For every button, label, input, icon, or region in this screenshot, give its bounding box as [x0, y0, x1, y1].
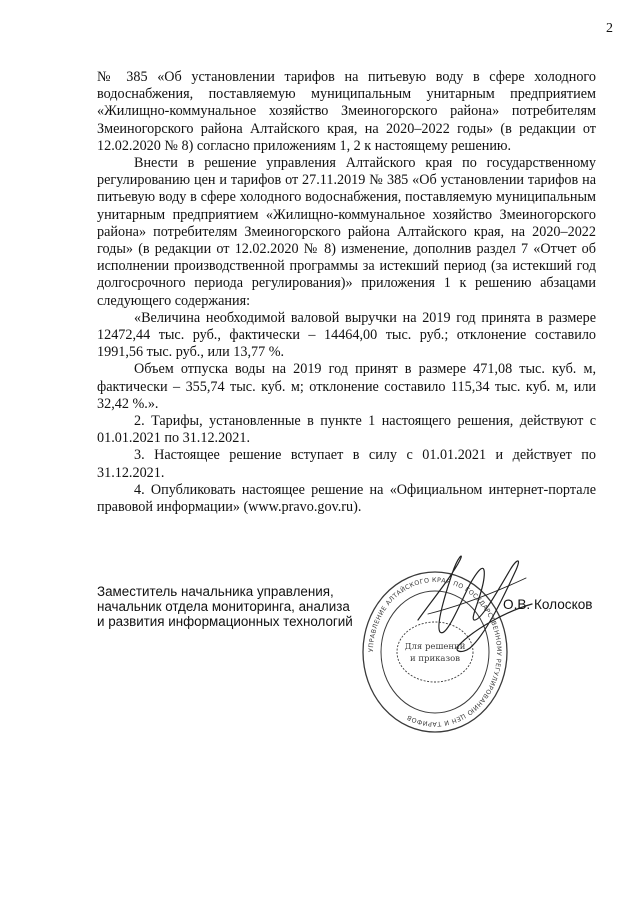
- signatory-name: О.В. Колосков: [503, 597, 593, 612]
- page-number: 2: [606, 21, 613, 36]
- stamp-inner-text: и приказов: [409, 654, 461, 664]
- paragraph-item-3: 3. Настоящее решение вступает в силу с 01.01.2021 и действует по 31.12.2021.: [97, 447, 596, 481]
- signatory-title: [97, 585, 387, 629]
- paragraph-amendment: Внести в решение управления Алтайского края по государственному регулированию цен и тарифов от 27.11.2019 № 385 «Об установлении тарифов на питьевую воду в сфере холодного водоснабжения, поставляемую муниципальным унитарным предприятием «Жилищно-коммунальное хозяйство Змеиногорского района» потребителям Змеиногорского района Алтайского края, на 2020–2022 годы» (в редакции от 12.02.2020 № 8) изменение, дополнив раздел 7 «Отчет об исполнении производственной программы за истекший период (за истекший год долгосрочного периода регулирования)» приложения 1 к решению абзацами следующего содержания:: [97, 155, 596, 309]
- stamp-ring-text: УПРАВЛЕНИЕ АЛТАЙСКОГО КРАЯ ПО ГОСУДАРСТВЕННОМУ РЕГУЛИРОВАНИЮ ЦЕН И ТАРИФОВ: [367, 576, 503, 728]
- signatory-title-line: начальник отдела мониторинга, анализа: [97, 598, 350, 614]
- document-body: [97, 69, 596, 516]
- signatory-title-line: и развития информационных технологий: [97, 613, 353, 629]
- paragraph-revenue: «Величина необходимой валовой выручки на 2019 год принята в размере 12472,44 тыс. руб., фактически – 14464,00 тыс. руб.; отклонение составило 1991,56 тыс. руб., или 13,77 %.: [97, 309, 596, 361]
- paragraph-item-2: 2. Тарифы, установленные в пункте 1 настоящего решения, действуют с 01.01.2021 по 31.12.2021.: [97, 413, 596, 447]
- paragraph-water-volume: Объем отпуска воды на 2019 год принят в размере 471,08 тыс. куб. м, фактически – 355,74 тыс. куб. м; отклонение составило 115,34 тыс. куб. м, или 32,42 %.».: [97, 361, 596, 412]
- paragraph-continuation: № 385 «Об установлении тарифов на питьевую воду в сфере холодного водоснабжения, поставляемую муниципальным унитарным предприятием «Жилищно-коммунальное хозяйство Змеиногорского района» потребителям Змеиногорского района Алтайского края, на 2020–2022 годы» (в редакции от 12.02.2020 № 8) согласно приложениям 1, 2 к настоящему решению.: [97, 69, 596, 154]
- paragraph-item-4: 4. Опубликовать настоящее решение на «Официальном интернет-портале правовой информации» (www.pravo.gov.ru).: [97, 481, 596, 516]
- signatory-title-line: Заместитель начальника управления,: [97, 584, 334, 599]
- stamp-inner-text: Для решений: [404, 642, 466, 652]
